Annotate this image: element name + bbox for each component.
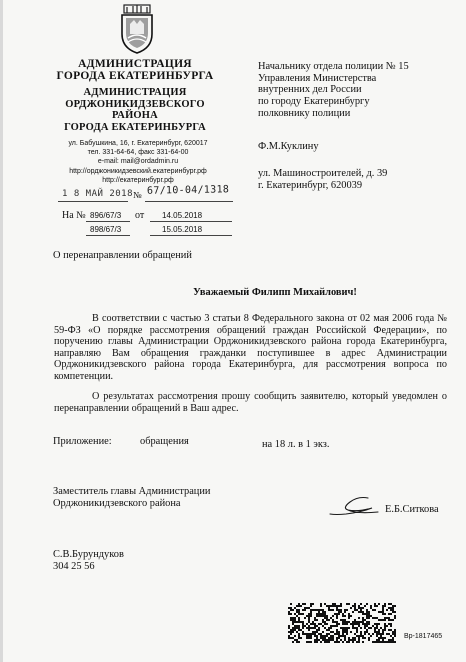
ref-date-underline-2: [150, 235, 232, 236]
contact-address: ул. Бабушкина, 16, г. Екатеринбург, 620017: [68, 140, 208, 147]
org-contacts: [40, 139, 236, 185]
barcode-icon: [288, 603, 396, 643]
reference-date-1: 14.05.2018: [162, 211, 203, 220]
ref-underline-2: [86, 235, 130, 236]
registration-date-stamp: 1 8 МАЙ 2018: [62, 189, 134, 199]
recipient-block: Начальнику отдела полиции № 15 Управления Министерства внутренних дел России по городу Екатеринбургу полковнику полиции: [258, 61, 409, 119]
ref-date-underline-1: [150, 221, 232, 222]
registration-number: 67/10-04/1318: [146, 184, 230, 197]
body-paragraph-2: О результатах рассмотрения прошу сообщить заявителю, который уведомлен о перенаправлении обращений в Ваш адрес.: [54, 391, 447, 414]
ref-underline-1: [86, 221, 130, 222]
signatory-position: Заместитель главы Администрации Орджоникидзевского района: [53, 486, 211, 509]
contact-site-city: http://екатеринбург.рф: [102, 176, 174, 184]
recipient-name: Ф.М.Куклину: [258, 141, 319, 152]
attachment-label: Приложение:: [53, 436, 112, 447]
contact-phone: тел. 331-64-64, факс 331-64-00: [87, 149, 189, 157]
contact-email: e-mail: mail@ordadmin.ru: [97, 158, 179, 166]
executor-name: С.В.Бурундуков: [53, 549, 124, 560]
salutation: Уважаемый Филипп Михайлович!: [193, 287, 357, 298]
attachment-count: на 18 л. в 1 экз.: [262, 439, 330, 450]
org-name: АДМИНИСТРАЦИЯ ГОРОДА ЕКАТЕРИНБУРГА: [56, 58, 214, 82]
reference-label: На №: [62, 210, 86, 221]
scan-edge: [0, 0, 3, 662]
number-underline: [145, 201, 233, 202]
signatory-name: Е.Б.Ситкова: [385, 504, 439, 515]
date-underline: [58, 201, 128, 202]
executor-block: [53, 549, 124, 572]
number-label: №: [133, 190, 142, 200]
coat-of-arms-icon: [118, 4, 156, 54]
contact-site-district: http://орджоникидзевский.екатеринбург.рф: [69, 167, 207, 175]
recipient-address: ул. Машиностроителей, д. 39 г. Екатеринбург, 620039: [258, 168, 388, 191]
reference-number-2: 898/67/3: [90, 225, 122, 234]
signature-icon: [328, 494, 380, 518]
reference-number-1: 896/67/3: [90, 211, 122, 220]
barcode-code: Вр-1817465: [404, 633, 443, 640]
letter-subject: О перенаправлении обращений: [53, 250, 192, 261]
attachment-value: обращения: [140, 436, 189, 447]
body-paragraph-1: В соответствии с частью 3 статьи 8 Федерального закона от 02 мая 2006 года № 59-ФЗ «О порядке рассмотрения обращений граждан Российской Федерации», по поручению главы Администрации Орджоникидзевского района города Екатеринбурга, направляю Вам обращения гражданки поступившее в адрес Администрации Орджоникидзевского района города Екатеринбурга, для рассмотрения вопроса по компетенции.: [54, 313, 447, 382]
org-subdivision: АДМИНИСТРАЦИЯ ОРДЖОНИКИДЗЕВСКОГО РАЙОНА ГОРОДА ЕКАТЕРИНБУРГА: [64, 87, 206, 133]
from-label: от: [135, 210, 145, 221]
reference-date-2: 15.05.2018: [162, 225, 203, 234]
executor-phone: 304 25 56: [53, 560, 95, 572]
